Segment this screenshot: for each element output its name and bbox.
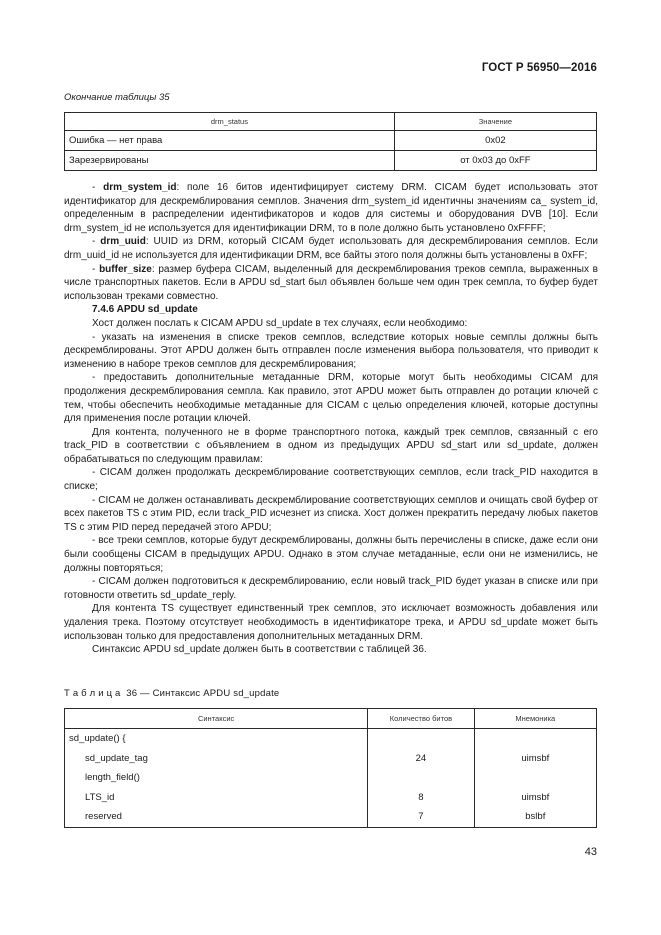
column-header-value: Значение: [394, 113, 596, 131]
column-header-drm-status: drm_status: [65, 113, 395, 131]
page-number: 43: [584, 846, 597, 858]
paragraph: - предоставить дополнительные метаданные DRM, которые могут быть необходимы CICAM для продолжения дескремблирования семпла. Как правило, этот APDU может быть отправлен до ротации ключей с тем, чтобы обеспечить необходимые метаданные для CICAM с целью определения ключей, которые доступны для применения после ротации ключей.: [64, 372, 598, 425]
paragraph-drm-system-id: - drm_system_id: поле 16 битов идентифицирует систему DRM. CICAM будет использовать этот идентификатор для дескремблирования семплов. Значения drm_system_id идентичны значениям ca_ system_id, определенным в распределении идентификаторов и кодов для системы и оборудования DVB [10]. Если drm_system_id не используется для идентификации DRM, то в поле должно быть установлено 0xFFFF;: [64, 182, 599, 234]
table-row: [65, 131, 597, 151]
term: drm_system_id: [103, 182, 177, 193]
table-cell: length_field(): [65, 768, 368, 788]
paragraph: Для контента TS существует единственный трек семплов, это исключает возможность добавления или удаления трека. Поэтому отсутствует необходимость в идентификаторе трека, и APDU sd_update может быть использован только для предоставления дополнительных метаданных DRM.: [64, 603, 598, 642]
table-cell: sd_update_tag: [65, 749, 368, 769]
table-cell: [474, 768, 596, 788]
paragraph-text: : размер буфера CICAM, выделенный для дескремблирования треков семпла, выраженных в числе транспортных пакетов. Если в APDU sd_start был объявлен больше чем один трек семпла, то буфер будет использован треками совместно.: [64, 263, 598, 302]
section-heading: [64, 303, 598, 317]
paragraph-text: : поле 16 битов идентифицирует систему DRM. CICAM будет использовать этот идентификатор для дескремблирования семплов. Значения drm_system_id идентичны значениям ca_ system_id, определенным в распределении идентификаторов и кодов для системы и оборудования DVB [10]. Если drm_system_id не используется для идентификации DRM, то в поле должно быть установлено 0xFFFF;: [64, 182, 599, 234]
paragraph: Синтаксис APDU sd_update должен быть в соответствии с таблицей 36.: [92, 644, 427, 656]
paragraph: - CICAM не должен останавливать дескремблирование соответствующих семплов и очищать свой буфер от всех пакетов TS с этим PID, если track_PID исчезнет из списка. Хост должен прекратить передачу любых пакетов TS с этим PID перед передачей этого APDU;: [64, 494, 598, 533]
table-cell: Ошибка — нет права: [65, 131, 395, 151]
paragraph: - CICAM должен продолжать дескремблирование соответствующих семплов, если track_PID находится в списке;: [64, 467, 598, 493]
table-header-row: [65, 709, 597, 729]
table-cell: от 0x03 до 0xFF: [394, 151, 596, 171]
table-cell: Зарезервированы: [65, 151, 395, 171]
paragraph: Для контента, полученного не в форме транспортного потока, каждый трек семплов, связанный с его track_PID в соответствии с объявлением в одном из предыдущих APDU sd_start или sd_update, должен обрабатываться по следующим правилам:: [64, 426, 598, 465]
paragraph: - все треки семплов, которые будут дескремблированы, должны быть перечислены в списке, даже если они были сообщены CICAM в предыдущих APDU. Однако в этом случае метаданные, если они не изменились, не должны повторяться;: [64, 535, 598, 574]
table-header-row: [65, 113, 597, 131]
term: drm_uuid: [100, 236, 146, 248]
table-cell: [474, 729, 596, 749]
table-cell: 8: [368, 788, 474, 808]
column-header-bit-count: Количество битов: [368, 709, 474, 729]
section-title: 7.4.6 APDU sd_update: [92, 304, 198, 316]
table-cell: [368, 729, 474, 749]
table-row: [65, 807, 597, 827]
table-row: [65, 749, 597, 769]
column-header-syntax: Синтаксис: [65, 709, 368, 729]
column-header-mnemonic: Мнемоника: [474, 709, 596, 729]
body-text: [64, 181, 598, 657]
table-row: [65, 788, 597, 808]
table-cell: [368, 768, 474, 788]
table-cell: 0x02: [394, 131, 596, 151]
document-header: ГОСТ Р 56950—2016: [481, 62, 597, 74]
paragraph: - указать на изменения в списке треков семплов, вследствие которых новые семплы должны быть дескремблированы. Этот APDU должен быть отправлен после изменения выбора пользователя, что приводит к изменению в наборе треков семплов для дескремблирования;: [64, 331, 598, 370]
table-cell: uimsbf: [474, 788, 596, 808]
table-row: [65, 768, 597, 788]
table-row: [65, 151, 597, 171]
table-row: [65, 729, 597, 749]
table36-caption: Т а б л и ц а 36 — Синтаксис APDU sd_update: [64, 688, 280, 699]
table-cell: uimsbf: [474, 749, 596, 769]
paragraph-drm-uuid: - drm_uuid: UUID из DRM, который CICAM будет использовать для дескремблирования семплов. Если drm_uuid_id не используется для идентификации DRM, все байты этого поля должны быть установлены в 0xFF;: [64, 236, 599, 261]
term: buffer_size: [99, 263, 152, 275]
paragraph-buffer-size: - buffer_size: размер буфера CICAM, выделенный для дескремблирования треков семпла, выраженных в числе транспортных пакетов. Если в APDU sd_start был объявлен больше чем один трек семпла, то буфер будет использован треками совместно.: [64, 263, 598, 302]
paragraph: - CICAM должен подготовиться к дескремблированию, если новый track_PID будет указан в списке или при готовности ответить sd_update_reply.: [64, 576, 598, 601]
paragraph-text: : UUID из DRM, который CICAM будет использовать для дескремблирования семплов. Если drm_uuid_id не используется для идентификации DRM, все байты этого поля должны быть установлены в 0xFF;: [64, 236, 599, 261]
table-cell: 24: [368, 749, 474, 769]
table-cell: sd_update() {: [65, 729, 368, 749]
paragraph: Хост должен послать к CICAM APDU sd_update в тех случаях, если необходимо:: [92, 317, 468, 329]
table-cell: bslbf: [474, 807, 596, 827]
table-cell: 7: [368, 807, 474, 827]
table35-caption: Окончание таблицы 35: [64, 92, 170, 103]
table-36: [64, 708, 597, 828]
table-cell: reserved: [65, 807, 368, 827]
table-cell: LTS_id: [65, 788, 368, 808]
table-35: [64, 112, 597, 171]
